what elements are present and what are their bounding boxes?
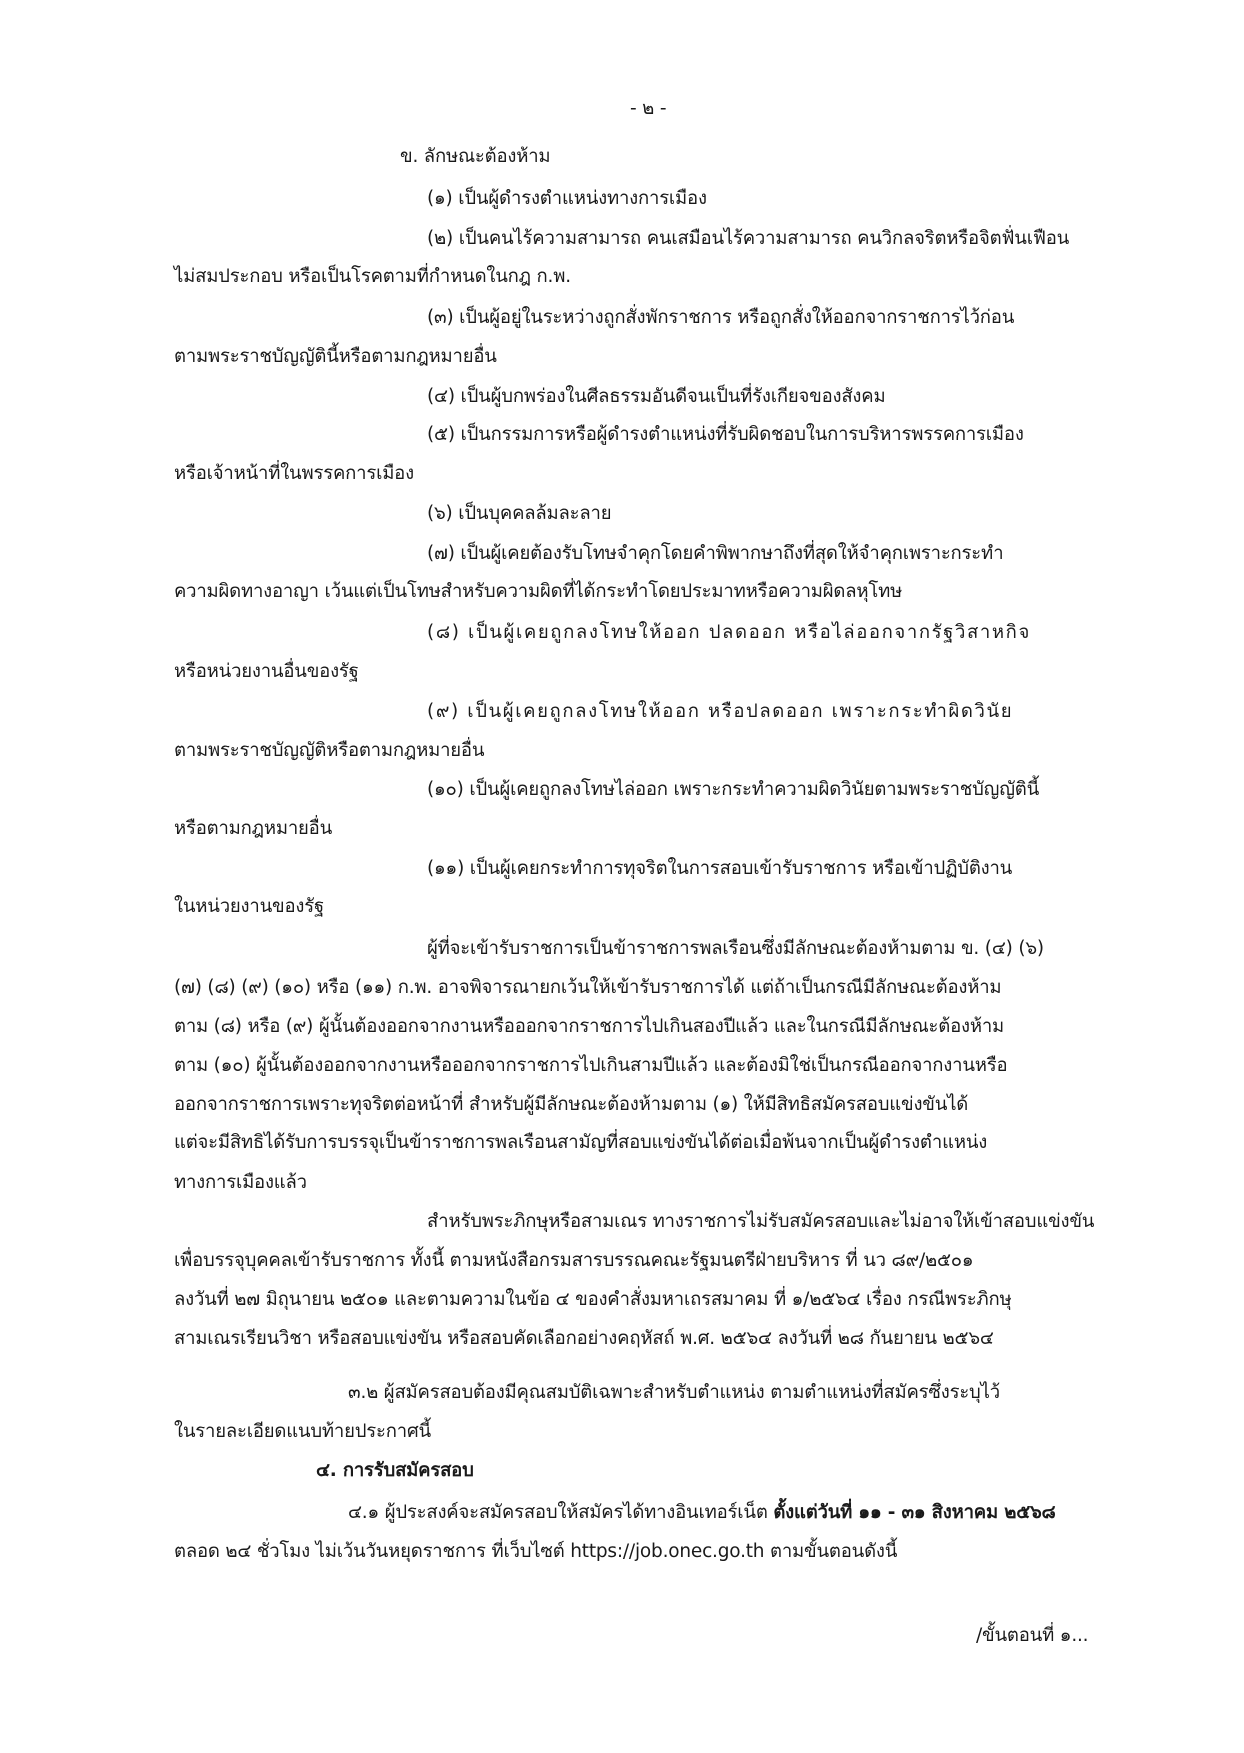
para-3-2-line-1: ๓.๒ ผู้สมัครสอบต้องมีคุณสมบัติเฉพาะสำหรับตำแหน่ง ตามตำแหน่งที่สมัครซึ่งระบุไว้ [348,1382,1000,1403]
item-1-line-1: (๑) เป็นผู้ดำรงตำแหน่งทางการเมือง [427,188,707,209]
para-4-1-line-2: ตลอด ๒๔ ชั่วโมง ไม่เว้นวันหยุดราชการ ที่เว็บไซต์ https://job.onec.go.th ตามขั้นตอนดังนี้ [174,1541,898,1562]
application-period: ตั้งแต่วันที่ ๑๑ - ๓๑ สิงหาคม ๒๕๖๘ [773,1502,1056,1523]
page-number: - ๒ - [630,98,667,119]
item-7-line-2: ความผิดทางอาญา เว้นแต่เป็นโทษสำหรับความผิดที่ได้กระทำโดยประมาทหรือความผิดลหุโทษ [174,581,903,602]
item-3-line-2: ตามพระราชบัญญัตินี้หรือตามกฎหมายอื่น [174,346,497,367]
monks-line-4: สามเณรเรียนวิชา หรือสอบแข่งขัน หรือสอบคัดเลือกอย่างคฤหัสถ์ พ.ศ. ๒๕๖๔ ลงวันที่ ๒๘ กันยายน ๒๕๖๔ [174,1328,994,1349]
exemption-line-3: ตาม (๘) หรือ (๙) ผู้นั้นต้องออกจากงานหรือออกจากราชการไปเกินสองปีแล้ว และในกรณีมีลักษณะต้องห้าม [174,1016,1005,1037]
item-9-line-2: ตามพระราชบัญญัติหรือตามกฎหมายอื่น [174,740,485,761]
item-11-line-1: (๑๑) เป็นผู้เคยกระทำการทุจริตในการสอบเข้ารับราชการ หรือเข้าปฏิบัติงาน [427,858,1013,879]
item-5-line-2: หรือเจ้าหน้าที่ในพรรคการเมือง [174,463,414,484]
exemption-line-6: แต่จะมีสิทธิได้รับการบรรจุเป็นข้าราชการพลเรือนสามัญที่สอบแข่งขันได้ต่อเมื่อพ้นจากเป็นผู้ดำรงตำแหน่ง [174,1132,988,1153]
exemption-line-7: ทางการเมืองแล้ว [174,1172,307,1193]
item-10-line-1: (๑๐) เป็นผู้เคยถูกลงโทษไล่ออก เพราะกระทำความผิดวินัยตามพระราชบัญญัตินี้ [427,779,1040,800]
exemption-line-1: ผู้ที่จะเข้ารับราชการเป็นข้าราชการพลเรือนซึ่งมีลักษณะต้องห้ามตาม ข. (๔) (๖) [427,938,1044,959]
continuation-note: /ขั้นตอนที่ ๑... [976,1625,1089,1646]
item-4-line-1: (๔) เป็นผู้บกพร่องในศีลธรรมอันดีจนเป็นที่รังเกียจของสังคม [427,386,886,407]
item-6-line-1: (๖) เป็นบุคคลล้มละลาย [427,503,612,524]
item-8-line-1: (๘) เป็นผู้เคยถูกลงโทษให้ออก ปลดออก หรือไล่ออกจากรัฐวิสาหกิจ [427,622,1031,643]
exemption-line-5: ออกจากราชการเพราะทุจริตต่อหน้าที่ สำหรับผู้มีลักษณะต้องห้ามตาม (๑) ให้มีสิทธิสมัครสอบแข่งขันได้ [174,1094,969,1115]
section-4-heading: ๔. การรับสมัครสอบ [316,1460,474,1481]
item-10-line-2: หรือตามกฎหมายอื่น [174,818,333,839]
item-8-line-2: หรือหน่วยงานอื่นของรัฐ [174,661,359,682]
para-3-2-line-2: ในรายละเอียดแนบท้ายประกาศนี้ [174,1421,431,1442]
item-3-line-1: (๓) เป็นผู้อยู่ในระหว่างถูกสั่งพักราชการ หรือถูกสั่งให้ออกจากราชการไว้ก่อน [427,307,1015,328]
para-4-1-line-1 [348,1504,1056,1523]
monks-line-3: ลงวันที่ ๒๗ มิถุนายน ๒๕๐๑ และตามความในข้อ ๔ ของคำสั่งมหาเถรสมาคม ที่ ๑/๒๕๖๔ เรื่อง กรณีพระภิกษุ [174,1289,1012,1310]
item-7-line-1: (๗) เป็นผู้เคยต้องรับโทษจำคุกโดยคำพิพากษาถึงที่สุดให้จำคุกเพราะกระทำ [427,543,1004,564]
item-2-line-1: (๒) เป็นคนไร้ความสามารถ คนเสมือนไร้ความสามารถ คนวิกลจริตหรือจิตฟั่นเฟือน [427,228,1070,249]
exemption-line-2: (๗) (๘) (๙) (๑๐) หรือ (๑๑) ก.พ. อาจพิจารณายกเว้นให้เข้ารับราชการได้ แต่ถ้าเป็นกรณีมีลักษณะต้องห้าม [174,977,1002,998]
item-9-line-1: (๙) เป็นผู้เคยถูกลงโทษให้ออก หรือปลดออก เพราะกระทำผิดวินัย [427,701,1014,722]
item-2-line-2: ไม่สมประกอบ หรือเป็นโรคตามที่กำหนดในกฎ ก.พ. [174,266,571,287]
exemption-line-4: ตาม (๑๐) ผู้นั้นต้องออกจากงานหรือออกจากราชการไปเกินสามปีแล้ว และต้องมิใช่เป็นกรณีออกจากงานหรือ [174,1055,1008,1076]
item-11-line-2: ในหน่วยงานของรัฐ [174,896,324,917]
para-4-1-text: ๔.๑ ผู้ประสงค์จะสมัครสอบให้สมัครได้ทางอินเทอร์เน็ต [348,1502,768,1523]
monks-line-1: สำหรับพระภิกษุหรือสามเณร ทางราชการไม่รับสมัครสอบและไม่อาจให้เข้าสอบแข่งขัน [427,1211,1095,1232]
prohibited-heading: ข. ลักษณะต้องห้าม [400,146,551,167]
item-5-line-1: (๕) เป็นกรรมการหรือผู้ดำรงตำแหน่งที่รับผิดชอบในการบริหารพรรคการเมือง [427,424,1024,445]
monks-line-2: เพื่อบรรจุบุคคลเข้ารับราชการ ทั้งนี้ ตามหนังสือกรมสารบรรณคณะรัฐมนตรีฝ่ายบริหาร ที่ นว ๘๙/๒๕๐๑ [174,1250,974,1271]
